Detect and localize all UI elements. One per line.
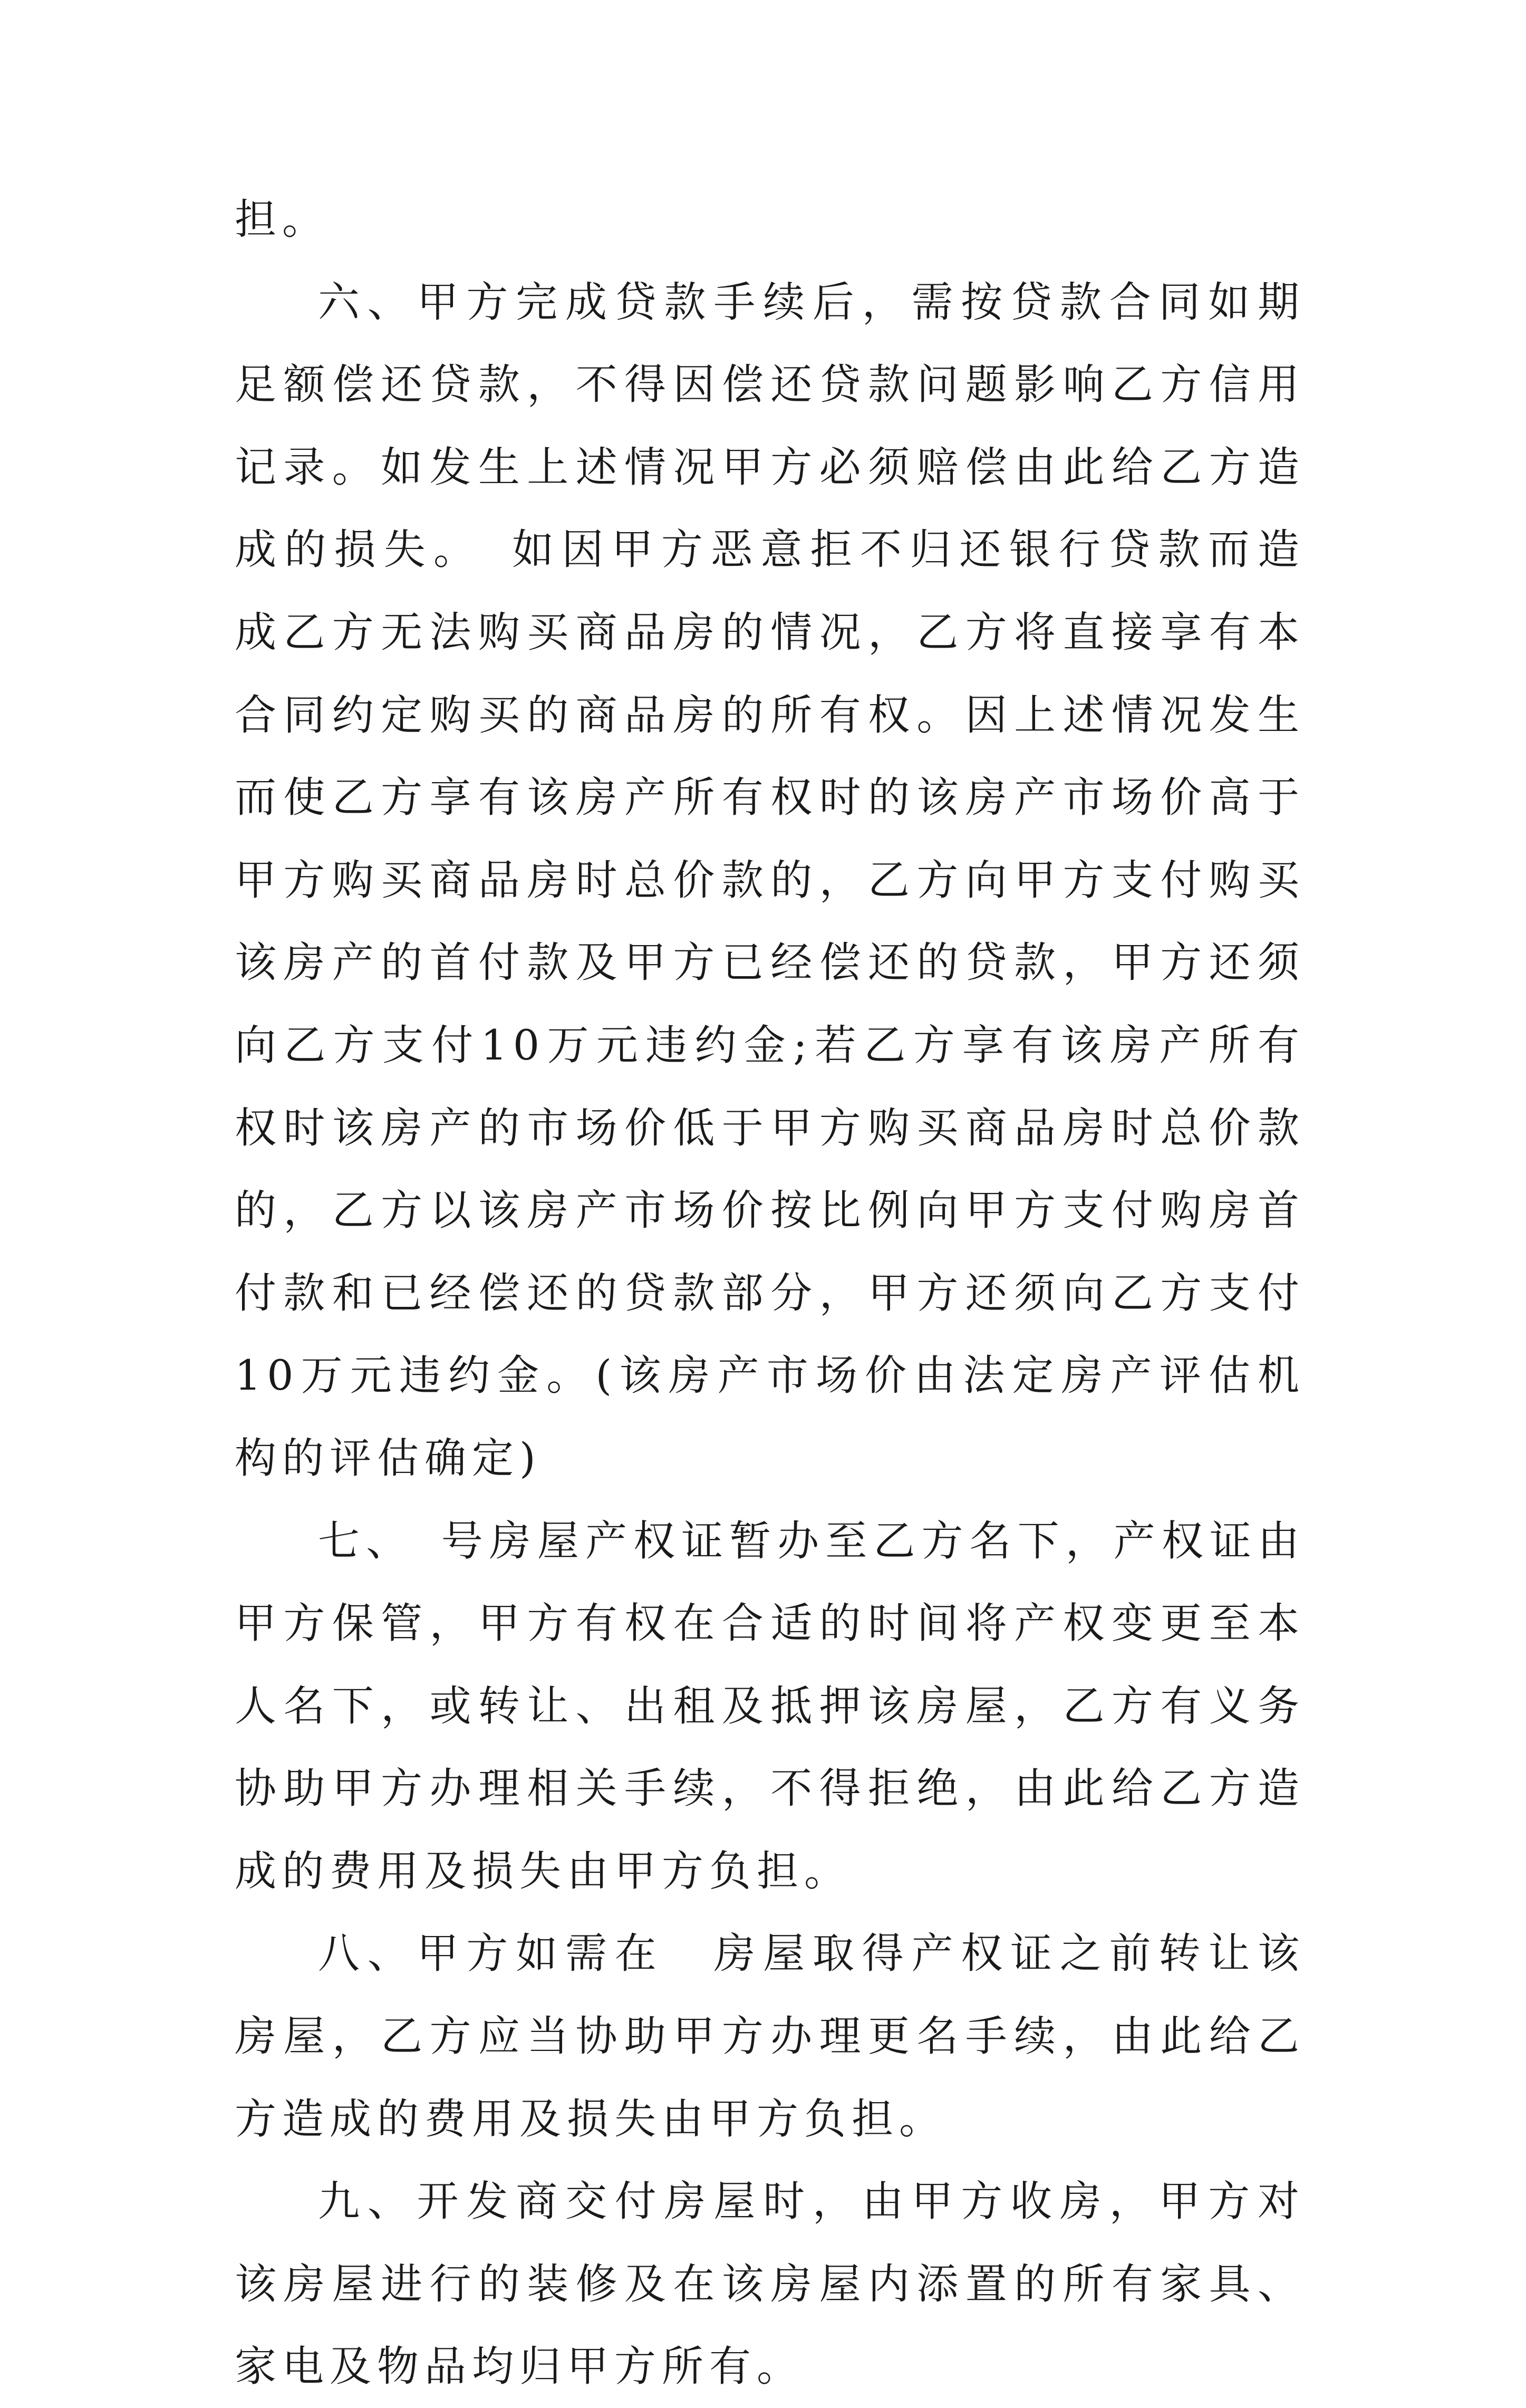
document-body	[235, 178, 1305, 2408]
paragraph-continuation: 担。	[235, 195, 330, 244]
paragraph-clause-7: 七、 号房屋产权证暂办至乙方名下，产权证由甲方保管，甲方有权在合适的时间将产权变更至本人名下，或转让、出租及抵押该房屋，乙方有义务协助甲方办理相关手续，不得拒绝，由此给乙方造成的费用及损失由甲方负担。	[235, 1516, 1305, 1895]
paragraph-clause-6: 六、甲方完成贷款手续后，需按贷款合同如期足额偿还贷款，不得因偿还贷款问题影响乙方信用记录。如发生上述情况甲方必须赔偿由此给乙方造成的损失。 如因甲方恶意拒不归还银行贷款而造成乙方无法购买商品房的情况，乙方将直接享有本合同约定购买的商品房的所有权。因上述情况发生而使乙方享有该房产所有权时的该房产市场价高于甲方购买商品房时总价款的，乙方向甲方支付购买该房产的首付款及甲方已经偿还的贷款，甲方还须向乙方支付10万元违约金;若乙方享有该房产所有权时该房产的市场价低于甲方购买商品房时总价款的，乙方以该房产市场价按比例向甲方支付购房首付款和已经偿还的贷款部分，甲方还须向乙方支付10万元违约金。(该房产市场价由法定房产评估机构的评估确定)	[235, 277, 1306, 1482]
paragraph-clause-9: 九、开发商交付房屋时，由甲方收房，甲方对该房屋进行的装修及在该房屋内添置的所有家具、家电及物品均归甲方所有。	[235, 2177, 1305, 2391]
paragraph-clause-8: 八、甲方如需在 房屋取得产权证之前转让该房屋，乙方应当协助甲方办理更名手续，由此给乙方造成的费用及损失由甲方负担。	[235, 1929, 1305, 2143]
